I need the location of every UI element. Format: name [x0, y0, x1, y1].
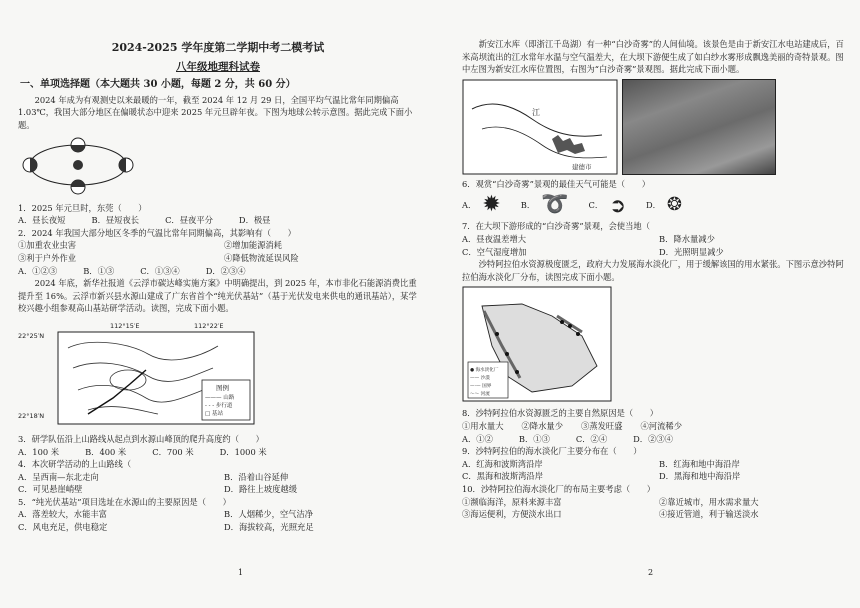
q2-option-b[interactable]: B．①③ — [83, 265, 115, 276]
map-lat-1: 22°25′N — [18, 331, 45, 340]
question-4-options — [18, 471, 418, 496]
hail-icon: ❂ — [666, 194, 683, 216]
typhoon-icon: ➰ — [541, 192, 569, 218]
q8-option-d[interactable]: D．②③④ — [633, 433, 673, 444]
question-2: 2．2024 年我国大部分地区冬季的气温比常年同期偏高，其影响有（ ） — [18, 227, 296, 238]
question-10-options — [462, 496, 844, 521]
question-9-options — [462, 458, 844, 483]
q8-option-c[interactable]: C．②④ — [575, 433, 608, 444]
page-number-2: 2 — [648, 568, 654, 577]
q10-item-3[interactable]: ③海运便利，方便淡水出口 — [462, 509, 562, 520]
map-lon-1: 112°15′E — [110, 321, 140, 330]
q6-option-d[interactable]: D． — [645, 200, 661, 211]
q8-item-3: ③蒸发旺盛 — [581, 420, 623, 431]
q2-item-2: ②增加能源消耗 — [224, 240, 283, 251]
q7-option-b[interactable]: B．降水量减少 — [659, 233, 715, 244]
page-2 — [462, 38, 844, 521]
question-6: 6．观赏“白沙奇雾”景观的最佳天气可能是（ ） — [462, 178, 650, 189]
q8-item-2: ②降水量少 — [521, 420, 563, 431]
q3-option-d[interactable]: D．1000 米 — [219, 446, 267, 457]
saudi-legend-1: ● 海水淡化厂 — [470, 368, 499, 374]
legend-item-1: ——— 山路 — [205, 394, 235, 401]
q9-option-c[interactable]: C．黑海和波斯湾沿岸 — [462, 471, 544, 482]
saudi-legend-4: ～～ 河流 — [470, 392, 490, 398]
sun-icon: ✹ — [482, 192, 501, 218]
reservoir-location-map — [462, 79, 618, 175]
question-8-options — [462, 433, 844, 446]
question-8: 8．沙特阿拉伯水资源匮乏的主要自然原因是（ ） — [462, 408, 659, 419]
question-4: 4．本次研学活动的上山路线（ — [18, 459, 132, 470]
saudi-legend-2: —— 沙漠 — [470, 376, 490, 382]
reservoir-figures — [462, 79, 844, 175]
q5-option-d[interactable]: D．海拔较高，光照充足 — [224, 522, 314, 533]
question-7: 7．在大坝下游形成的“白沙奇雾”景观，会使当地（ — [462, 221, 650, 232]
question-10: 10．沙特阿拉伯海水淡化厂的布局主要考虑（ ） — [462, 483, 656, 494]
earth-orbit-diagram — [18, 135, 418, 199]
q6-option-c[interactable]: C． — [588, 200, 604, 211]
saudi-desalination-map — [462, 286, 844, 404]
q10-item-2[interactable]: ②靠近城市，用水需求量大 — [659, 496, 759, 507]
question-1: 1．2025 年元旦时，东莞（ ） — [18, 202, 147, 213]
question-7-options — [462, 233, 844, 258]
question-3-options — [18, 446, 418, 459]
q1-option-c[interactable]: C．昼夜平分 — [165, 215, 213, 226]
q7-option-a[interactable]: A．昼夜温差增大 — [462, 233, 527, 244]
q4-option-b[interactable]: B．沿着山谷延伸 — [224, 471, 289, 482]
question-6-options — [462, 190, 844, 220]
q8-item-1: ①用水量大 — [462, 420, 504, 431]
intro-2: 2024 年底，新华社报道《云浮市碳达峰实施方案》中明确提出，到 2025 年，本市非化石能源消费比重提升至 16%。云浮市新兴县水源山建成了广东省首个“纯光伏基站”（基于光伏发电来供电的通讯基站），某学校兴趣小组参观高山基站研学活动。读图，完成下面小题。 — [18, 278, 417, 314]
q5-option-a[interactable]: A．落差较大，水能丰富 — [18, 509, 107, 520]
q9-option-d[interactable]: D．黑海和地中海沿岸 — [659, 471, 741, 482]
legend-item-3: □ 基站 — [205, 410, 223, 417]
exam-title: 2024-2025 学年度第二学期中考二模考试 — [111, 41, 325, 54]
q2-item-3: ③利于户外作业 — [18, 252, 77, 263]
map-lon-2: 112°22′E — [194, 321, 224, 330]
question-5: 5．“纯光伏基站”项目选址在水源山的主要原因是（ ） — [18, 496, 231, 507]
saudi-legend-3: —·— 国界 — [470, 384, 492, 390]
legend-item-2: - - - 步行道 — [205, 402, 233, 409]
q10-item-4[interactable]: ④接近管道，利于输送淡水 — [659, 509, 759, 520]
question-2-items — [18, 239, 418, 264]
q2-item-1: ①加重农业虫害 — [18, 240, 77, 251]
question-2-options — [18, 265, 418, 278]
intro-1: 2024 年成为有观测史以来最暖的一年，截至 2024 年 12 月 29 日，全国平均气温比常年同期偏高 1.03℃，我国大部分地区在偏暖状态中迎来 2025 年元旦辟年夜。下图为地球公转示意图。据此完成下面小题。 — [18, 94, 413, 130]
q9-option-a[interactable]: A．红海和波斯湾沿岸 — [462, 458, 543, 469]
q2-item-4: ④降低物流延误风险 — [224, 252, 299, 263]
q5-option-b[interactable]: B．人烟稀少，空气洁净 — [224, 509, 314, 520]
legend-title: 图例 — [216, 383, 229, 392]
question-3: 3．研学队伍沿上山路线从起点到水源山峰顶的爬升高度约（ ） — [18, 433, 264, 444]
section-heading: 一、单项选择题（本大题共 30 小题，每题 2 分，共 60 分） — [20, 79, 296, 91]
q3-option-b[interactable]: B．400 米 — [85, 446, 127, 457]
intro-3: 新安江水库（即浙江千岛湖）有一种“白沙奇雾”的人间仙境。该景色是由于新安江水电站建成后，百米高坝流出的江水常年水温与空气温差大，在大坝下游便生成了如白纱水雾形成飘逸美丽的奇特景观。图中左图为新安江水库位置图，右图为“白沙奇雾”景观图。据此完成下面小题。 — [462, 39, 844, 75]
intro-4: 沙特阿拉伯水资源极度匮乏，政府大力发展海水淡化厂，用于缓解该国的用水紧张。下图示意沙特阿拉伯海水淡化厂分布，读图完成下面小题。 — [462, 259, 844, 282]
white-mist-photo — [622, 79, 776, 175]
exam-subtitle: 八年级地理科试卷 — [176, 60, 260, 73]
q2-option-a[interactable]: A．①②③ — [18, 265, 58, 276]
q6-option-a[interactable]: A． — [462, 200, 477, 211]
q7-option-d[interactable]: D．光照明显减少 — [659, 246, 724, 257]
q3-option-a[interactable]: A．100 米 — [18, 446, 60, 457]
q8-option-b[interactable]: B．①③ — [518, 433, 550, 444]
q7-option-c[interactable]: C．空气湿度增加 — [462, 246, 527, 257]
q4-option-c[interactable]: C．可见悬崖峭壁 — [18, 484, 83, 495]
q1-option-a[interactable]: A．昼长夜短 — [18, 215, 66, 226]
q2-option-c[interactable]: C．①③④ — [140, 265, 180, 276]
q4-option-d[interactable]: D．路往上坡度越缓 — [224, 484, 298, 495]
q4-option-a[interactable]: A．呈西南—东北走向 — [18, 471, 99, 482]
q2-option-d[interactable]: D．②③④ — [205, 265, 246, 276]
wind-icon: ➲ — [609, 193, 626, 218]
map-label-city: 建德市 — [572, 162, 592, 171]
page-number-1: 1 — [238, 568, 244, 577]
q5-option-c[interactable]: C．风电充足，供电稳定 — [18, 522, 108, 533]
question-9: 9．沙特阿拉伯的海水淡化厂主要分布在（ ） — [462, 446, 642, 457]
q1-option-b[interactable]: B．昼短夜长 — [91, 215, 140, 226]
q10-item-1[interactable]: ①濒临海洋，原料来源丰富 — [462, 496, 562, 507]
q1-option-d[interactable]: D．极昼 — [238, 215, 271, 226]
question-1-options — [18, 214, 418, 227]
q9-option-b[interactable]: B．红海和地中海沿岸 — [659, 458, 740, 469]
map-lat-2: 22°18′N — [18, 411, 45, 420]
q8-option-a[interactable]: A．①② — [462, 433, 493, 444]
q6-option-b[interactable]: B． — [520, 200, 536, 211]
q3-option-c[interactable]: C．700 米 — [152, 446, 194, 457]
map-label-river: 江 — [532, 107, 540, 117]
page-1 — [18, 28, 418, 534]
question-8-items — [462, 420, 844, 433]
question-5-options — [18, 508, 418, 533]
q8-item-4: ④河流稀少 — [640, 420, 682, 431]
contour-map — [18, 318, 418, 430]
